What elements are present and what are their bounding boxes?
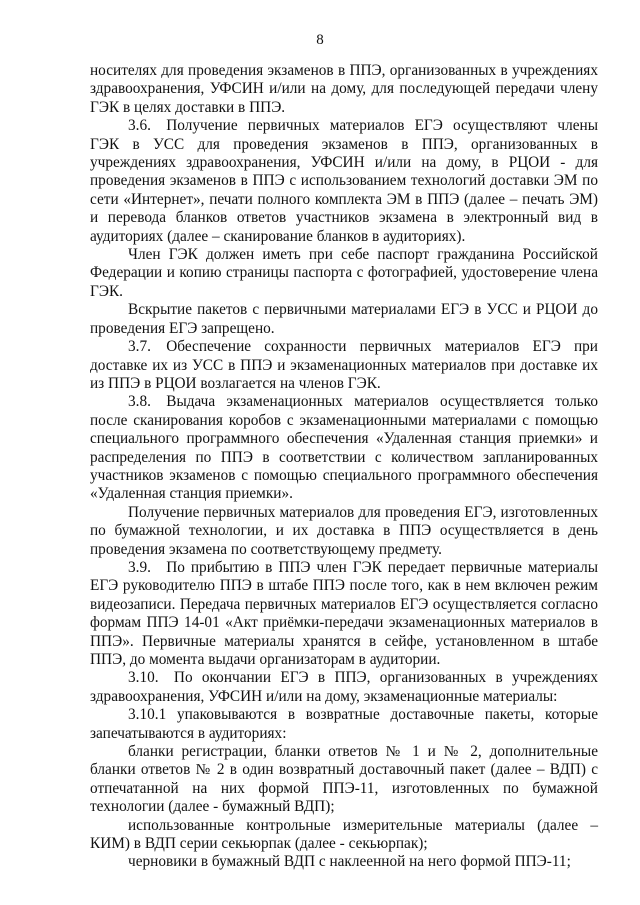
paragraph: 3.9. По прибытию в ППЭ член ГЭК передает первичные материалы ЕГЭ руководителю ППЭ в штабе ППЭ после того, как в нем включен режим видеозаписи. Передача первичных материалов ЕГЭ осуществляется согласно формам ППЭ 14-01 «Акт приёмки-передачи экзаменационных материалов в ППЭ». Первичные материалы хранятся в сейфе, установленном в штабе ППЭ, до момента выдачи организаторам в аудитории. [90,558,598,668]
paragraph: бланки регистрации, бланки ответов № 1 и № 2, дополнительные бланки ответов № 2 в один возвратный доставочный пакет (далее – ВДП) с отпечатанной на них формой ППЭ-11, изготовленных по бумажной технологии (далее - бумажный ВДП); [90,743,598,816]
paragraph: Член ГЭК должен иметь при себе паспорт гражданина Российской Федерации и копию страницы паспорта с фотографией, удостоверение члена ГЭК. [90,246,598,300]
page-number: 8 [316,32,324,48]
paragraph: носителях для проведения экзаменов в ППЭ, организованных в учреждениях здравоохранения, УФСИН и/или на дому, для последующей передачи члену ГЭК в целях доставки в ППЭ. [90,62,598,116]
body-text [90,62,598,872]
paragraph: черновики в бумажный ВДП с наклеенной на него формой ППЭ-11; [128,853,571,871]
paragraph: Получение первичных материалов для проведения ЕГЭ, изготовленных по бумажной технологии, и их доставка в ППЭ осуществляется в день проведения экзамена по соответствующему предмету. [90,503,598,558]
paragraph: 3.7. Обеспечение сохранности первичных материалов ЕГЭ при доставке их из УСС в ППЭ и экзаменационных материалов при доставке их из ППЭ в РЦОИ возлагается на членов ГЭК. [90,338,598,392]
paragraph: 3.10. По окончании ЕГЭ в ППЭ, организованных в учреждениях здравоохранения, УФСИН и/или на дому, экзаменационные материалы: [90,669,598,705]
paragraph: 3.10.1 упаковываются в возвратные доставочные пакеты, которые запечатываются в аудиториях: [90,706,598,742]
paragraph: 3.6. Получение первичных материалов ЕГЭ осуществляют члены ГЭК в УСС для проведения экзаменов в ППЭ, организованных в учреждениях здравоохранения, УФСИН и/или на дому, в РЦОИ - для проведения экзаменов в ППЭ с использованием технологий доставки ЭМ по сети «Интернет», печати полного комплекта ЭМ в ППЭ (далее – печать ЭМ) и перевода бланков ответов участников экзамена в электронный вид в аудиториях (далее – сканирование бланков в аудиториях). [90,117,598,245]
paragraph: 3.8. Выдача экзаменационных материалов осуществляется только после сканирования коробов с экзаменационными материалами с помощью специального программного обеспечения «Удаленная станция приемки» и распределения по ППЭ в соответствии с количеством запланированных участников экзаменов с помощью специального программного обеспечения «Удаленная станция приемки». [90,393,598,503]
paragraph: использованные контрольные измерительные материалы (далее – КИМ) в ВДП серии секьюрпак (далее - секьюрпак); [90,816,598,853]
paragraph: Вскрытие пакетов с первичными материалами ЕГЭ в УСС и РЦОИ до проведения ЕГЭ запрещено. [90,301,598,337]
